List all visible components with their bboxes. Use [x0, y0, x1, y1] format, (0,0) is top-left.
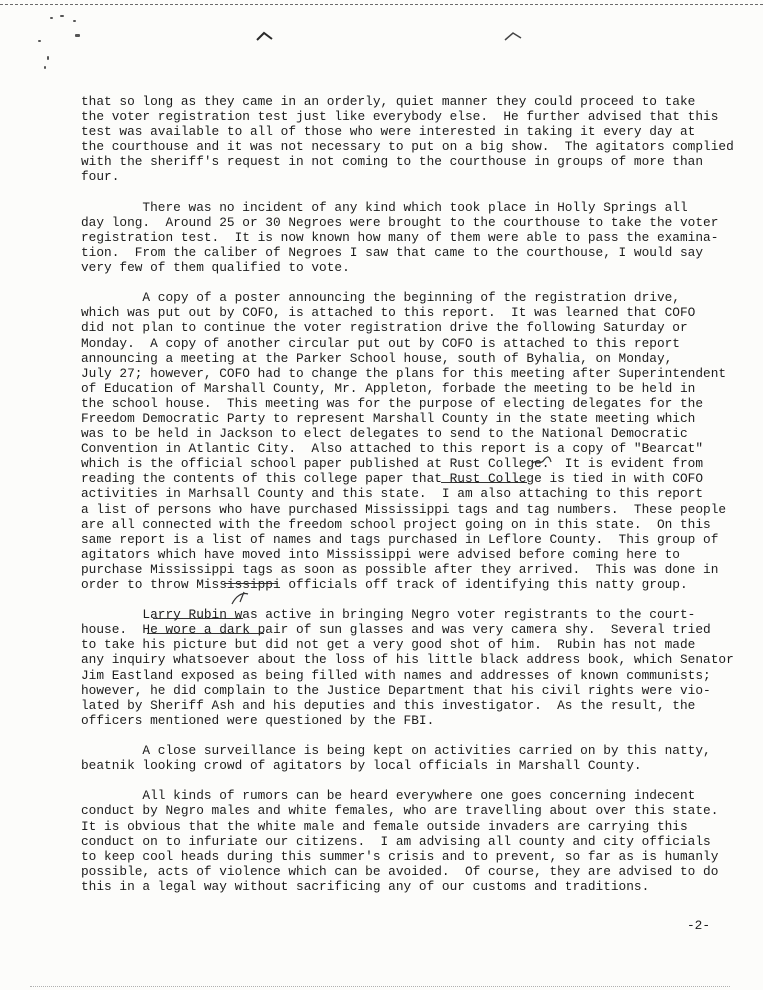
bottom-edge-rule: [30, 986, 730, 987]
scan-speck: [50, 17, 53, 19]
scan-speck: [47, 56, 49, 60]
handwritten-scribble: [530, 454, 552, 468]
paragraph-1: that so long as they came in an orderly, quiet manner they could proceed to take the voter registration test just like everybody else. He further advised that this test was available to all of those who were interested in taking it every day at the courthouse and it was not necessary to put on a big show. The agitators complied with the sheriff's request in not coming to the courthouse in groups of more than four.: [81, 94, 734, 185]
handwritten-scribble: [228, 590, 252, 606]
handwritten-underline: [224, 583, 278, 584]
paragraph-3: A copy of a poster announcing the beginning of the registration drive, which was put out by COFO, is attached to this report. It was learned that COFO did not plan to continue the voter registration drive the following Saturday or Monday. A copy of another circular put out by COFO is attached to this report announcing a meeting at the Parker School house, south of Byhalia, on Monday, July 27; however, COFO had to change the plans for this meeting after Superintendent of Education of Marshall County, Mr. Appleton, forbade the meeting to be held in the school house. This meeting was for the purpose of electing delegates for the Freedom Democratic Party to represent Marshall County in the state meeting which was to be held in Jackson to elect delegates to send to the National Democratic Convention in Atlantic City. Also attached to this report is a copy of "Bearcat" which is the official school paper published at Rust College. It is evident from reading the contents of this college paper that Rust College is tied in with COFO activities in Marhsall County and this state. I am also attaching to this report a list of persons who have purchased Mississippi tags and tag numbers. These people are all connected with the freedom school project going on in this state. On this same report is a list of names and tags purchased in Leflore County. This group of agitators which have moved into Mississippi were advised before coming here to purchase Mississippi tags as soon as possible after they arrived. This was done in order to throw Mississippi officials off track of identifying this natty group.: [81, 290, 727, 592]
scan-speck: [38, 40, 41, 42]
letter-body: [81, 94, 734, 894]
page-number: -2-: [687, 918, 711, 933]
handwritten-underline: [441, 482, 527, 483]
paragraph-4: Larry Rubin was active in bringing Negro voter registrants to the court- house. He wore a dark pair of sun glasses and was very camera shy. Several tried to take his picture but did not get a very good shot of him. Rubin has not made any inquiry whatsoever about the loss of his little black address book, which Senator Jim Eastland exposed as being filled with names and addresses of known communists; however, he did complain to the Justice Department that his civil rights were vio- lated by Sheriff Ash and his deputies and this investigator. As the result, the officers mentioned were questioned by the FBI.: [81, 607, 734, 728]
scan-speck: [44, 66, 46, 69]
scan-speck: [60, 15, 64, 17]
top-border-rule: [0, 4, 763, 5]
handwritten-underline: [153, 618, 243, 619]
paragraph-6: All kinds of rumors can be heard everywhere one goes concerning indecent conduct by Negro males and white females, who are travelling about over this state. It is obvious that the white male and female outside invaders are carrying this conduct on to infuriate our citizens. I am advising all county and city officials to keep cool heads during this summer's crisis and to prevent, so far as is humanly possible, acts of violence which can be avoided. Of course, they are advised to do this in a legal way without sacrificing any of our customs and traditions.: [81, 788, 719, 894]
paragraph-2: There was no incident of any kind which took place in Holly Springs all day long. Around 25 or 30 Negroes were brought to the courthouse to take the voter registration test. It is now known how many of them were able to pass the examina- tion. From the caliber of Negroes I saw that came to the courthouse, I would say very few of them qualified to vote.: [81, 199, 719, 276]
caret-mark: [503, 30, 523, 42]
caret-mark: [255, 30, 275, 42]
handwritten-underline: [147, 633, 264, 634]
scan-speck: [73, 20, 76, 22]
paragraph-5: A close surveillance is being kept on activities carried on by this natty, beatnik looking crowd of agitators by local officials in Marshall County.: [81, 743, 711, 774]
scan-speck: [75, 34, 80, 37]
